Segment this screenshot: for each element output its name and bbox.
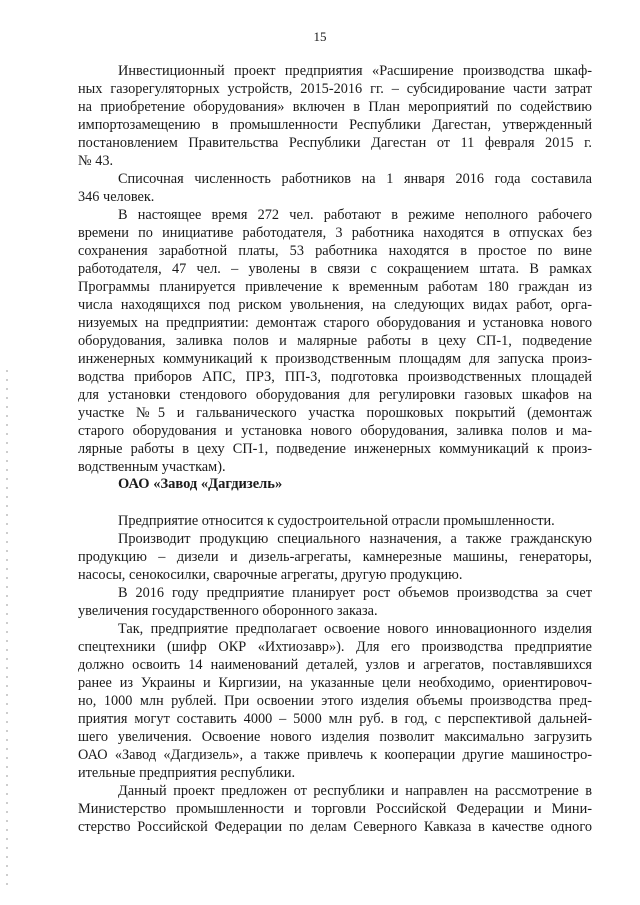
text-line: стерство Российской Федерации по делам Северного Кавказа в качестве одного	[78, 819, 592, 835]
text-line: инженерных коммуникаций к производственным площадям для запуска произ-	[78, 351, 592, 367]
text-line: сохранения заработной платы, 53 работника находятся в простое по вине	[78, 243, 592, 259]
text-line: ительные предприятия республики.	[78, 765, 296, 781]
text-line: приятия могут составить 4000 – 5000 млн руб. в год, с перспективой дальней-	[78, 711, 592, 727]
text-line: увеличения государственного оборонного заказа.	[78, 603, 378, 619]
text-line: числа находящихся под риском увольнения, на следующих видах работ, орга-	[78, 297, 592, 313]
text-line: участке №5 и гальванического участка порошковых покрытий (демонтаж	[78, 405, 592, 421]
text-line: шего увеличения. Освоение нового изделия позволит максимально загрузить	[78, 729, 592, 745]
text-line: № 43.	[78, 153, 114, 169]
text-line: Так, предприятие предполагает освоение нового инновационного изделия	[118, 621, 592, 637]
section-heading: ОАО «Завод «Дагдизель»	[118, 476, 283, 492]
scan-edge-marks	[6, 370, 8, 890]
text-line: спецтехники (шифр ОКР «Ихтиозавр»). Для его производства предприятие	[78, 639, 592, 655]
text-line: Программы планируется привлечение к временным работам 180 граждан из	[78, 279, 592, 295]
text-line: ОАО «Завод «Дагдизель», а также привлечь к кооперации другие машиностро-	[78, 747, 592, 763]
text-line: В 2016 году предприятие планирует рост объемов производства за счет	[118, 585, 592, 601]
text-line: Данный проект предложен от республики и направлен на рассмотрение в	[118, 783, 592, 799]
text-line: Инвестиционный проект предприятия «Расширение производства шкаф-	[118, 63, 592, 79]
text-line: водственным участкам).	[78, 459, 226, 475]
text-line: постановлением Правительства Республики Дагестан от 11 февраля 2015 г.	[78, 135, 592, 151]
text-line: низуемых на предприятии: демонтаж старого оборудования и установка нового	[78, 315, 592, 331]
text-line: Министерство промышленности и торговли Российской Федерации и Мини-	[78, 801, 592, 817]
text-line: Списочная численность работников на 1 января 2016 года составила	[118, 171, 592, 187]
page-number: 15	[313, 29, 327, 44]
text-line: В настоящее время 272 чел. работают в режиме неполного рабочего	[118, 207, 592, 223]
text-line: на приобретение оборудования» включен в План мероприятий по содействию	[78, 99, 592, 115]
text-line: импортозамещению в промышленности Республики Дагестан, утвержденный	[78, 117, 592, 133]
text-line: водства приборов АПС, ПРЗ, ПП-3, подготовка производственных площадей	[78, 369, 592, 385]
text-line: ных газорегуляторных устройств, 2015-2016 гг. – субсидирование части затрат	[78, 81, 592, 97]
text-line: старого оборудования и установка нового оборудования, заливка полов и ма-	[78, 423, 592, 439]
text-line: Предприятие относится к судостроительной отрасли промышленности.	[118, 513, 555, 529]
text-line: для установки стендового оборудования для регулировки газовых шкафов на	[78, 387, 592, 403]
text-line: продукцию – дизели и дизель-агрегаты, камнерезные машины, генераторы,	[78, 549, 592, 565]
text-line: оборудования, заливка полов и малярные работы в цеху СП-1, подведение	[78, 333, 592, 349]
text-line: 346 человек.	[78, 189, 155, 205]
text-line: должно освоить 14 наименований деталей, узлов и агрегатов, поставлявшихся	[78, 657, 592, 673]
text-line: лярные работы в цеху СП-1, подведение инженерных коммуникаций к произ-	[78, 441, 592, 457]
text-line: Производит продукцию специального назначения, а также гражданскую	[118, 531, 592, 547]
text-line: ранее из Украины и Киргизии, на указанные цели необходимо, ориентировоч-	[78, 675, 592, 691]
text-line: но, 1000 млн рублей. При освоении этого изделия объемы производства пред-	[78, 693, 592, 709]
text-line: времени по инициативе работодателя, 3 работника находятся в отпусках без	[78, 225, 592, 241]
text-line: работодателя, 47 чел. – уволены в связи с сокращением штата. В рамках	[78, 261, 592, 277]
text-line: насосы, сенокосилки, сварочные агрегаты, другую продукцию.	[78, 567, 463, 583]
